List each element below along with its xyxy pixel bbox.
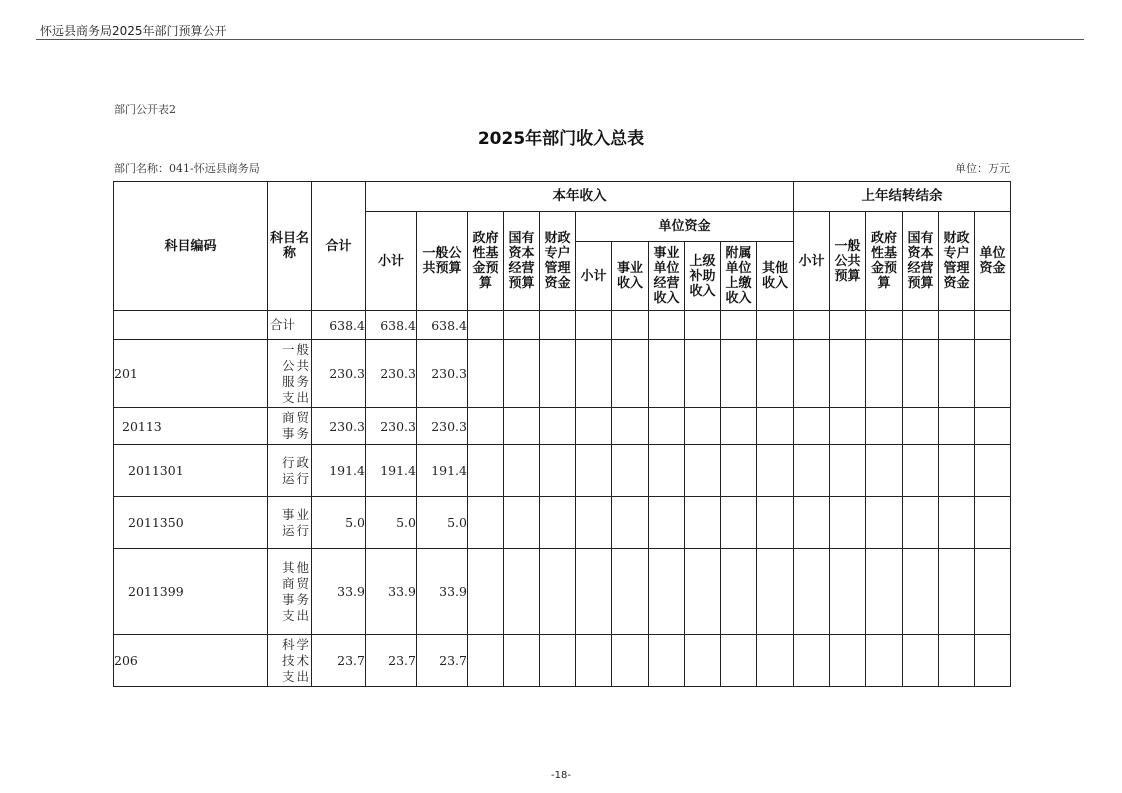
empty-cell [576, 497, 612, 549]
empty-cell [504, 635, 540, 687]
empty-cell [975, 311, 1011, 340]
empty-cell [794, 408, 830, 445]
empty-cell [576, 549, 612, 635]
empty-cell [540, 340, 576, 408]
row-name: 科学技术支出 [268, 635, 312, 687]
page-number: -18- [551, 770, 571, 781]
row-total: 191.4 [312, 445, 366, 497]
empty-cell [757, 311, 794, 340]
row-total: 230.3 [312, 408, 366, 445]
empty-cell [903, 311, 939, 340]
empty-cell [685, 340, 721, 408]
header-fiscal-special: 财政专户管理资金 [540, 212, 576, 311]
table-row [114, 497, 1011, 549]
empty-cell [757, 635, 794, 687]
row-subtotal: 230.3 [366, 340, 417, 408]
empty-cell [540, 445, 576, 497]
row-code: 2011399 [114, 549, 268, 635]
empty-cell [612, 549, 649, 635]
empty-cell [612, 497, 649, 549]
header-operating-income: 事业单位经营收入 [649, 242, 685, 311]
page-header: 怀远县商务局2025年部门预算公开 [40, 24, 227, 38]
empty-cell [612, 340, 649, 408]
empty-cell [939, 549, 975, 635]
empty-cell [794, 340, 830, 408]
header-divider [36, 39, 1084, 40]
empty-cell [757, 549, 794, 635]
empty-cell [939, 311, 975, 340]
row-general-budget: 5.0 [417, 497, 468, 549]
header-prev-unit-funds: 单位资金 [975, 212, 1011, 311]
row-total: 230.3 [312, 340, 366, 408]
table-row [114, 408, 1011, 445]
empty-cell [939, 497, 975, 549]
header-prev-general-budget: 一般公共预算 [830, 212, 866, 311]
empty-cell [612, 311, 649, 340]
empty-cell [757, 497, 794, 549]
row-name: 行政运行 [268, 445, 312, 497]
empty-cell [866, 549, 903, 635]
empty-cell [939, 635, 975, 687]
empty-cell [649, 445, 685, 497]
empty-cell [721, 340, 757, 408]
empty-cell [975, 445, 1011, 497]
empty-cell [866, 340, 903, 408]
empty-cell [903, 340, 939, 408]
empty-cell [975, 549, 1011, 635]
header-affiliated-income: 附属单位上缴收入 [721, 242, 757, 311]
empty-cell [721, 635, 757, 687]
row-general-budget: 230.3 [417, 408, 468, 445]
empty-cell [576, 635, 612, 687]
empty-cell [649, 340, 685, 408]
empty-cell [685, 445, 721, 497]
empty-cell [866, 311, 903, 340]
empty-cell [830, 445, 866, 497]
header-other-income: 其他收入 [757, 242, 794, 311]
empty-cell [649, 549, 685, 635]
empty-cell [939, 445, 975, 497]
header-subtotal: 小计 [366, 212, 417, 311]
empty-cell [975, 340, 1011, 408]
header-superior-subsidy: 上级补助收入 [685, 242, 721, 311]
row-general-budget: 23.7 [417, 635, 468, 687]
row-general-budget: 191.4 [417, 445, 468, 497]
empty-cell [975, 408, 1011, 445]
row-subtotal: 33.9 [366, 549, 417, 635]
empty-cell [721, 497, 757, 549]
empty-cell [468, 340, 504, 408]
empty-cell [612, 408, 649, 445]
empty-cell [540, 408, 576, 445]
empty-cell [903, 497, 939, 549]
row-subtotal: 638.4 [366, 311, 417, 340]
header-prev-gov-fund: 政府性基金预算 [866, 212, 903, 311]
empty-cell [540, 549, 576, 635]
empty-cell [757, 340, 794, 408]
empty-cell [504, 445, 540, 497]
empty-cell [468, 635, 504, 687]
empty-cell [757, 408, 794, 445]
empty-cell [612, 445, 649, 497]
unit-label: 单位：万元 [955, 162, 1010, 175]
row-total: 638.4 [312, 311, 366, 340]
empty-cell [468, 549, 504, 635]
empty-cell [939, 408, 975, 445]
row-code: 2011350 [114, 497, 268, 549]
row-subtotal: 23.7 [366, 635, 417, 687]
table-number: 部门公开表2 [114, 103, 176, 116]
row-code: 201 [114, 340, 268, 408]
row-general-budget: 638.4 [417, 311, 468, 340]
empty-cell [830, 635, 866, 687]
row-total: 23.7 [312, 635, 366, 687]
empty-cell [794, 549, 830, 635]
empty-cell [468, 311, 504, 340]
empty-cell [939, 340, 975, 408]
empty-cell [468, 445, 504, 497]
row-general-budget: 33.9 [417, 549, 468, 635]
row-code: 2011301 [114, 445, 268, 497]
empty-cell [504, 549, 540, 635]
empty-cell [468, 408, 504, 445]
row-code: 20113 [114, 408, 268, 445]
row-code: 206 [114, 635, 268, 687]
table-row [114, 445, 1011, 497]
empty-cell [830, 311, 866, 340]
empty-cell [685, 635, 721, 687]
empty-cell [685, 311, 721, 340]
row-subtotal: 191.4 [366, 445, 417, 497]
empty-cell [685, 549, 721, 635]
row-name: 一般公共服务支出 [268, 340, 312, 408]
row-total: 33.9 [312, 549, 366, 635]
empty-cell [649, 635, 685, 687]
row-code [114, 311, 268, 340]
row-name: 事业运行 [268, 497, 312, 549]
empty-cell [794, 497, 830, 549]
header-state-capital: 国有资本经营预算 [504, 212, 540, 311]
empty-cell [866, 408, 903, 445]
empty-cell [903, 635, 939, 687]
header-general-budget: 一般公共预算 [417, 212, 468, 311]
empty-cell [540, 635, 576, 687]
empty-cell [540, 497, 576, 549]
empty-cell [504, 311, 540, 340]
empty-cell [649, 311, 685, 340]
empty-cell [794, 445, 830, 497]
header-name: 科目名称 [268, 182, 312, 311]
header-unit-funds: 单位资金 [576, 212, 794, 242]
header-unit-subtotal: 小计 [576, 242, 612, 311]
empty-cell [866, 445, 903, 497]
department-name: 部门名称：041-怀远县商务局 [114, 162, 260, 175]
empty-cell [540, 311, 576, 340]
empty-cell [576, 445, 612, 497]
header-current-year: 本年收入 [366, 182, 794, 212]
empty-cell [504, 497, 540, 549]
row-subtotal: 230.3 [366, 408, 417, 445]
empty-cell [721, 445, 757, 497]
header-prev-year: 上年结转结余 [794, 182, 1011, 212]
empty-cell [504, 340, 540, 408]
row-name: 其他商贸事务支出 [268, 549, 312, 635]
empty-cell [721, 311, 757, 340]
empty-cell [866, 635, 903, 687]
empty-cell [685, 497, 721, 549]
empty-cell [830, 408, 866, 445]
row-name: 合计 [268, 311, 312, 340]
row-name: 商贸事务 [268, 408, 312, 445]
empty-cell [830, 340, 866, 408]
empty-cell [903, 408, 939, 445]
empty-cell [830, 549, 866, 635]
row-subtotal: 5.0 [366, 497, 417, 549]
row-total: 5.0 [312, 497, 366, 549]
table-title: 2025年部门收入总表 [477, 129, 645, 149]
table-row [114, 311, 1011, 340]
header-code: 科目编码 [114, 182, 268, 311]
empty-cell [612, 635, 649, 687]
empty-cell [975, 497, 1011, 549]
header-prev-subtotal: 小计 [794, 212, 830, 311]
empty-cell [576, 311, 612, 340]
empty-cell [468, 497, 504, 549]
empty-cell [903, 549, 939, 635]
empty-cell [721, 549, 757, 635]
empty-cell [975, 635, 1011, 687]
header-prev-state-capital: 国有资本经营预算 [903, 212, 939, 311]
empty-cell [685, 408, 721, 445]
row-general-budget: 230.3 [417, 340, 468, 408]
table-row [114, 549, 1011, 635]
header-total: 合计 [312, 182, 366, 311]
table-row [114, 340, 1011, 408]
empty-cell [504, 408, 540, 445]
header-business-income: 事业收入 [612, 242, 649, 311]
empty-cell [794, 311, 830, 340]
empty-cell [721, 408, 757, 445]
header-gov-fund: 政府性基金预算 [468, 212, 504, 311]
empty-cell [903, 445, 939, 497]
empty-cell [866, 497, 903, 549]
empty-cell [649, 497, 685, 549]
empty-cell [794, 635, 830, 687]
empty-cell [576, 408, 612, 445]
table-row [114, 635, 1011, 687]
empty-cell [576, 340, 612, 408]
empty-cell [757, 445, 794, 497]
header-prev-fiscal-special: 财政专户管理资金 [939, 212, 975, 311]
empty-cell [830, 497, 866, 549]
income-summary-table [113, 181, 1011, 687]
empty-cell [649, 408, 685, 445]
